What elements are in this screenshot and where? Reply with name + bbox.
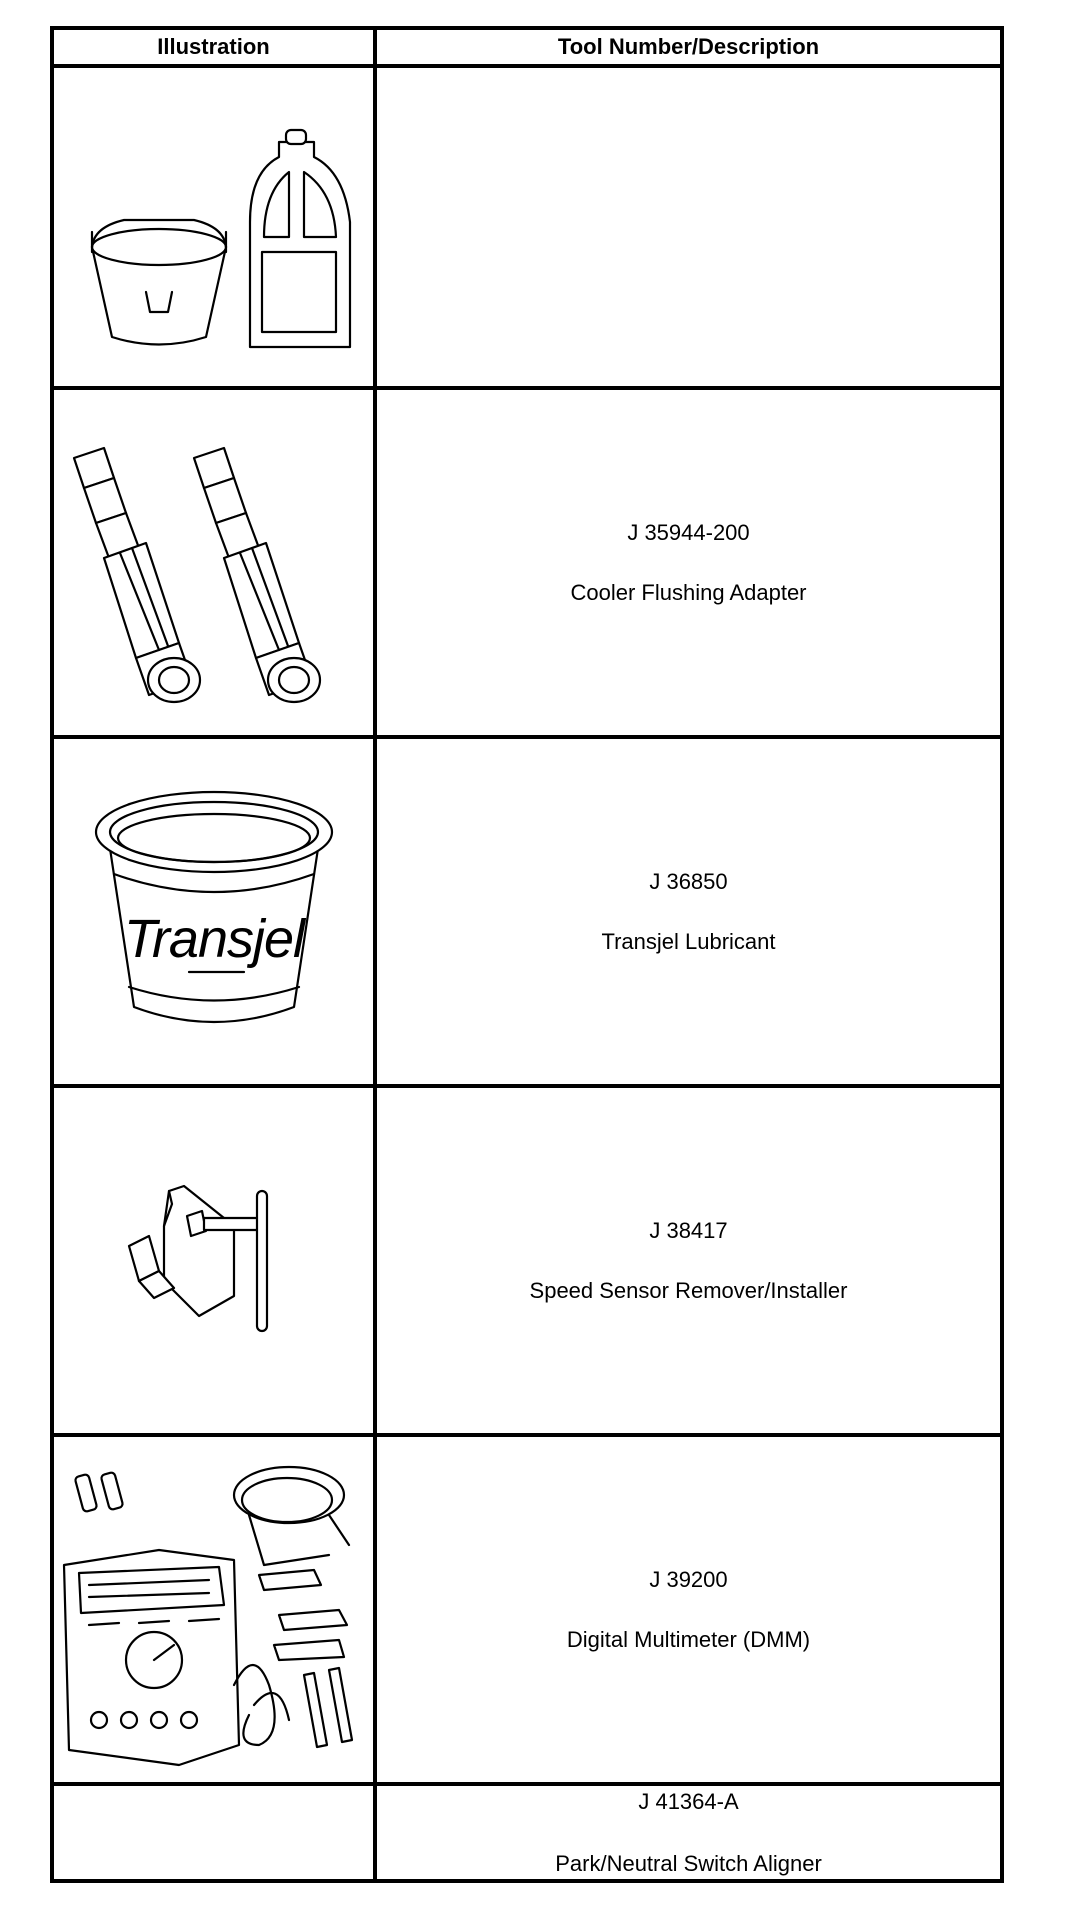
flushing-adapter-icon <box>64 418 364 708</box>
transjel-tub-icon <box>84 782 344 1042</box>
tool-number: J 36850 <box>649 868 728 894</box>
illustration-cell <box>52 1435 375 1784</box>
tool-number: J 39200 <box>649 1566 728 1592</box>
tool-description: Park/Neutral Switch Aligner <box>555 1850 822 1876</box>
description-cell <box>375 388 1002 737</box>
illustration-cell <box>52 1086 375 1435</box>
header-row <box>52 28 1002 66</box>
description-cell <box>375 1784 1002 1881</box>
tool-description: Speed Sensor Remover/Installer <box>529 1277 848 1303</box>
illustration-cell <box>52 388 375 737</box>
description-cell <box>375 66 1002 388</box>
description-cell <box>375 1086 1002 1435</box>
illustration-cell <box>52 737 375 1086</box>
speed-sensor-tool-icon <box>114 1176 314 1346</box>
tool-number: J 38417 <box>649 1217 728 1243</box>
tool-description: Transjel Lubricant <box>601 928 776 954</box>
illustration-cell <box>52 1784 375 1881</box>
description-cell <box>375 1435 1002 1784</box>
tool-description: Digital Multimeter (DMM) <box>566 1626 811 1652</box>
tool-number: J 41364-A <box>638 1788 739 1814</box>
description-cell <box>375 737 1002 1086</box>
tool-description: Cooler Flushing Adapter <box>570 579 807 605</box>
header-illustration: Illustration <box>52 28 375 66</box>
multimeter-icon <box>59 1445 369 1775</box>
bucket-and-jug-icon <box>64 102 364 352</box>
table-row <box>52 1086 1002 1435</box>
header-tool-number-description: Tool Number/Description <box>375 28 1002 66</box>
tub-label: Transjel <box>123 908 304 969</box>
table-row <box>52 66 1002 388</box>
tool-number: J 35944-200 <box>627 519 750 545</box>
tools-table <box>50 26 1004 1883</box>
illustration-cell <box>52 66 375 388</box>
table-row <box>52 737 1002 1086</box>
table-row <box>52 1435 1002 1784</box>
table-row <box>52 1784 1002 1881</box>
table-row <box>52 388 1002 737</box>
